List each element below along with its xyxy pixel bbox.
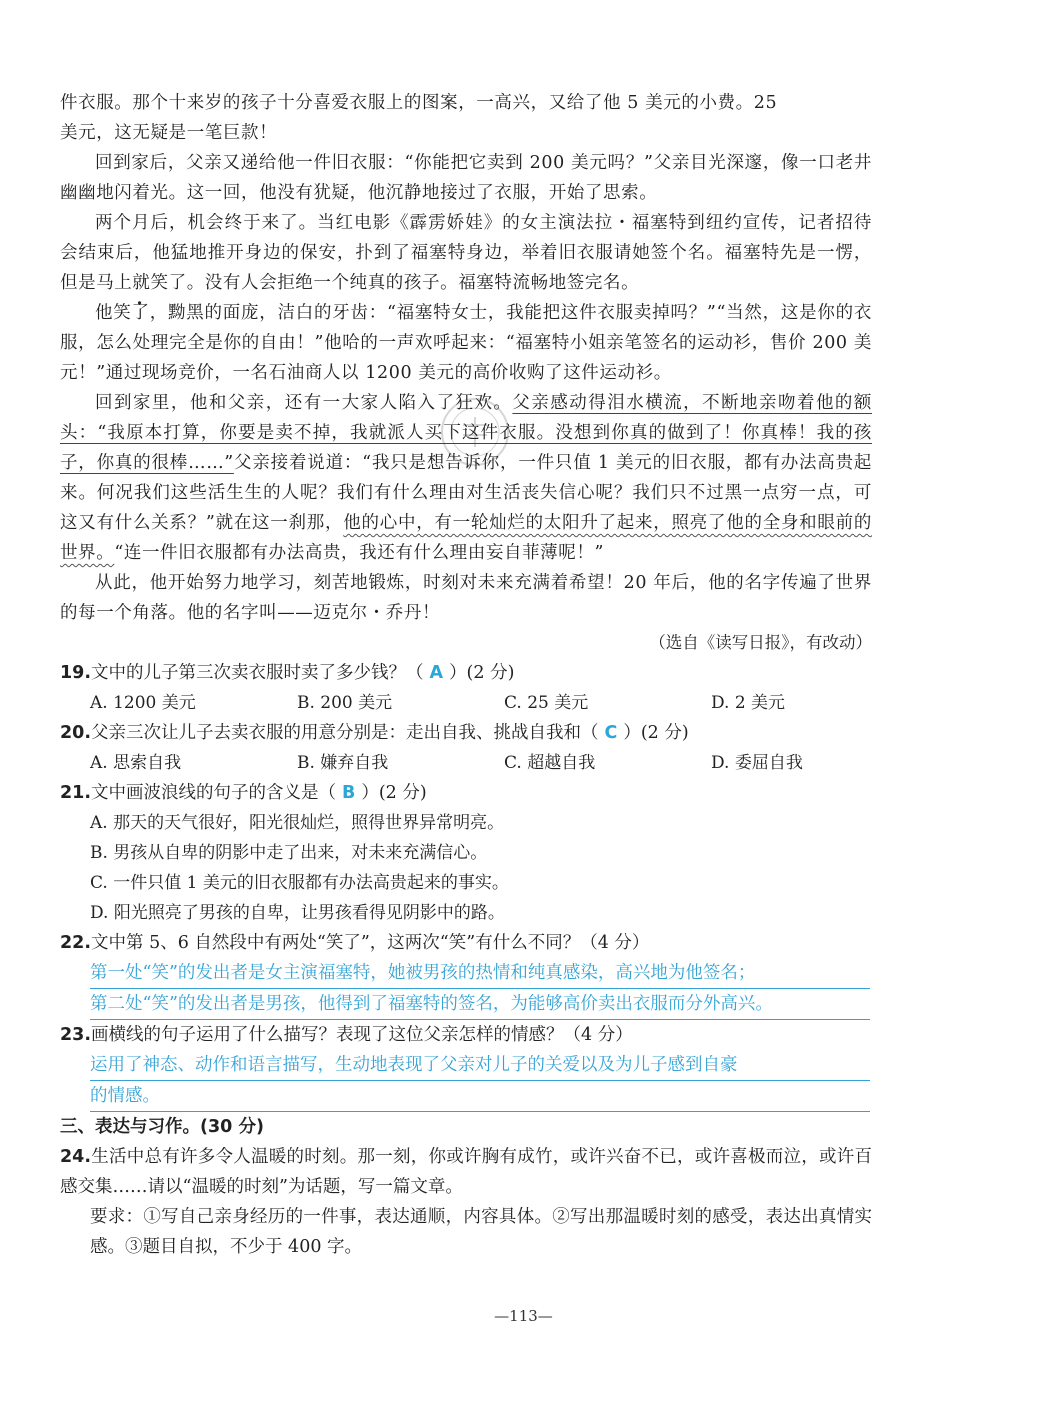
- handwritten-answer: [60, 958, 872, 1020]
- question-number: 19.: [60, 663, 92, 683]
- option-c: C. 超越自我: [504, 753, 596, 773]
- answer-mark: A: [429, 663, 444, 683]
- option-d: D. 阳光照亮了男孩的自卑，让男孩看得见阴影中的路。: [90, 903, 505, 923]
- question-score: ）(2 分): [361, 783, 427, 803]
- passage-paragraph-5: [60, 388, 872, 568]
- passage-paragraph-2: 回到家后，父亲又递给他一件旧衣服：“你能把它卖到 200 美元吗？”父亲目光深邃，像一口老井幽幽地闪着光。这一回，他没有犹疑，他沉静地接过了衣服，开始了思索。: [60, 153, 872, 203]
- passage-text: 件衣服。那个十来岁的孩子十分喜爱衣服上的图案，一高兴，又给了他 5 美元的小费。25: [60, 93, 778, 113]
- writing-requirements: 要求：①写自己亲身经历的一件事，表达通顺，内容具体。②写出那温暖时刻的感受，表达出真情实感。③题目自拟，不少于 400 字。: [90, 1207, 872, 1257]
- question-number: 24.: [60, 1147, 92, 1167]
- question-number: 21.: [60, 783, 92, 803]
- option-d: D. 2 美元: [711, 693, 786, 713]
- answer-line: 第一处“笑”的发出者是女主演福塞特，她被男孩的热情和纯真感染，高兴地为他签名；: [90, 958, 870, 989]
- passage-text: 美元，这无疑是一笔巨款！: [60, 123, 278, 143]
- question-22: [60, 928, 872, 1020]
- question-21: [60, 778, 872, 928]
- option-b: B. 男孩从自卑的阴影中走了出来，对未来充满信心。: [90, 843, 488, 863]
- question-text: 文中第 5、6 自然段中有两处“笑了”，这两次“笑”有什么不同？（4 分）: [91, 933, 650, 953]
- page-content: [60, 88, 872, 1262]
- passage-text: 回到家里，他和父亲，还有一大家人陷入了狂欢。: [95, 393, 513, 413]
- question-number: 20.: [60, 723, 92, 743]
- option-c: C. 25 美元: [504, 693, 589, 713]
- question-text: 生活中总有许多令人温暖的时刻。那一刻，你或许胸有成竹，或许兴奋不已，或许喜极而泣，或许百感交集……请以“温暖的时刻”为话题，写一篇文章。: [60, 1147, 872, 1197]
- question-24: [60, 1142, 872, 1262]
- passage-text: 父亲接着说道：“我只是想告诉你，一件只值 1 美元的旧衣服，都有办法高贵起来。何况我们这些活生生的人呢？我们有什么理由对生活丧失信心呢？我们只不过黑一点穷一点，可这又有什么关系？”就在这一刹那，: [60, 453, 872, 533]
- question-19: [60, 658, 872, 718]
- underlined-sentence: 父亲感动得泪水横流，不断地亲吻着他的额头：“我原本打算，你要是卖不掉，我就派人买下这件衣服。没想到你真的做到了！你真棒！我的孩子，你真的很棒……”: [60, 393, 872, 473]
- question-number: 22.: [60, 933, 92, 953]
- question-text: 文中画波浪线的句子的含义是（: [91, 783, 337, 803]
- answer-mark: C: [604, 723, 618, 743]
- option-a: A. 那天的天气很好，阳光很灿烂，照得世界异常明亮。: [90, 813, 505, 833]
- emphasis-dot-text: 笑: [113, 303, 132, 323]
- option-d: D. 委屈自我: [711, 753, 803, 773]
- passage-paragraph-1: [60, 88, 872, 148]
- question-23: [60, 1020, 872, 1112]
- option-c: C. 一件只值 1 美元的旧衣服都有办法高贵起来的事实。: [90, 873, 509, 893]
- section-heading: 三、表达与习作。(30 分): [60, 1117, 264, 1137]
- question-20: [60, 718, 872, 778]
- option-a: A. 1200 美元: [90, 693, 196, 713]
- option-b: B. 200 美元: [297, 693, 393, 713]
- answer-line: 第二处“笑”的发出者是男孩，他得到了福塞特的签名，为能够高价卖出衣服而分外高兴。: [90, 989, 870, 1020]
- passage-text: “连一件旧衣服都有办法高贵，我还有什么理由妄自菲薄呢！”: [114, 543, 605, 563]
- passage-paragraph-4: [60, 298, 872, 388]
- question-number: 23.: [60, 1025, 92, 1045]
- option-b: B. 嫌弃自我: [297, 753, 389, 773]
- passage-paragraph-6: 从此，他开始努力地学习，刻苦地锻炼，时刻对未来充满着希望！20 年后，他的名字传遍了世界的每一个角落。他的名字叫——迈克尔・乔丹！: [60, 573, 872, 623]
- passage-source: （选自《读写日报》，有改动）: [649, 633, 872, 652]
- handwritten-answer: [60, 1050, 872, 1112]
- options-row: [60, 688, 872, 718]
- question-text: 画横线的句子运用了什么描写？表现了这位父亲怎样的情感？（4 分）: [91, 1025, 633, 1045]
- page-number: —113—: [494, 1307, 553, 1325]
- option-a: A. 思索自我: [90, 753, 182, 773]
- answer-mark: B: [342, 783, 356, 803]
- answer-line: 的情感。: [90, 1081, 870, 1112]
- answer-line: 运用了神态、动作和语言描写，生动地表现了父亲对儿子的关爱以及为儿子感到自豪: [90, 1050, 870, 1081]
- passage-text: 他: [95, 303, 114, 323]
- question-score: ）(2 分): [449, 663, 515, 683]
- question-text: 父亲三次让儿子去卖衣服的用意分别是：走出自我、挑战自我和（: [91, 723, 599, 743]
- question-text: 文中的儿子第三次卖衣服时卖了多少钱？（: [91, 663, 424, 683]
- wavy-underlined-sentence: 他的心中，有一轮灿烂的太阳升了起来，照亮了他的全身和眼前的世界。: [60, 513, 872, 563]
- question-score: ）(2 分): [623, 723, 689, 743]
- passage-text: 了，黝黑的面庞，洁白的牙齿：“福塞特女士，我能把这件衣服卖掉吗？”“当然，这是你的衣服，怎么处理完全是你的自由！”他哈的一声欢呼起来：“福塞特小姐亲笔签名的运动衫，售价 200 美元！”通过现场竞价，一名石油商人以 1200 美元的高价收购了这件运动衫。: [60, 303, 872, 383]
- passage-paragraph-3: 两个月后，机会终于来了。当红电影《霹雳娇娃》的女主演法拉・福塞特到纽约宣传，记者招待会结束后，他猛地推开身边的保安，扑到了福塞特身边，举着旧衣服请她签个名。福塞特先是一愣，但是马上就笑了。没有人会拒绝一个纯真的孩子。福塞特流畅地签完名。: [60, 213, 872, 293]
- options-row: [60, 748, 872, 778]
